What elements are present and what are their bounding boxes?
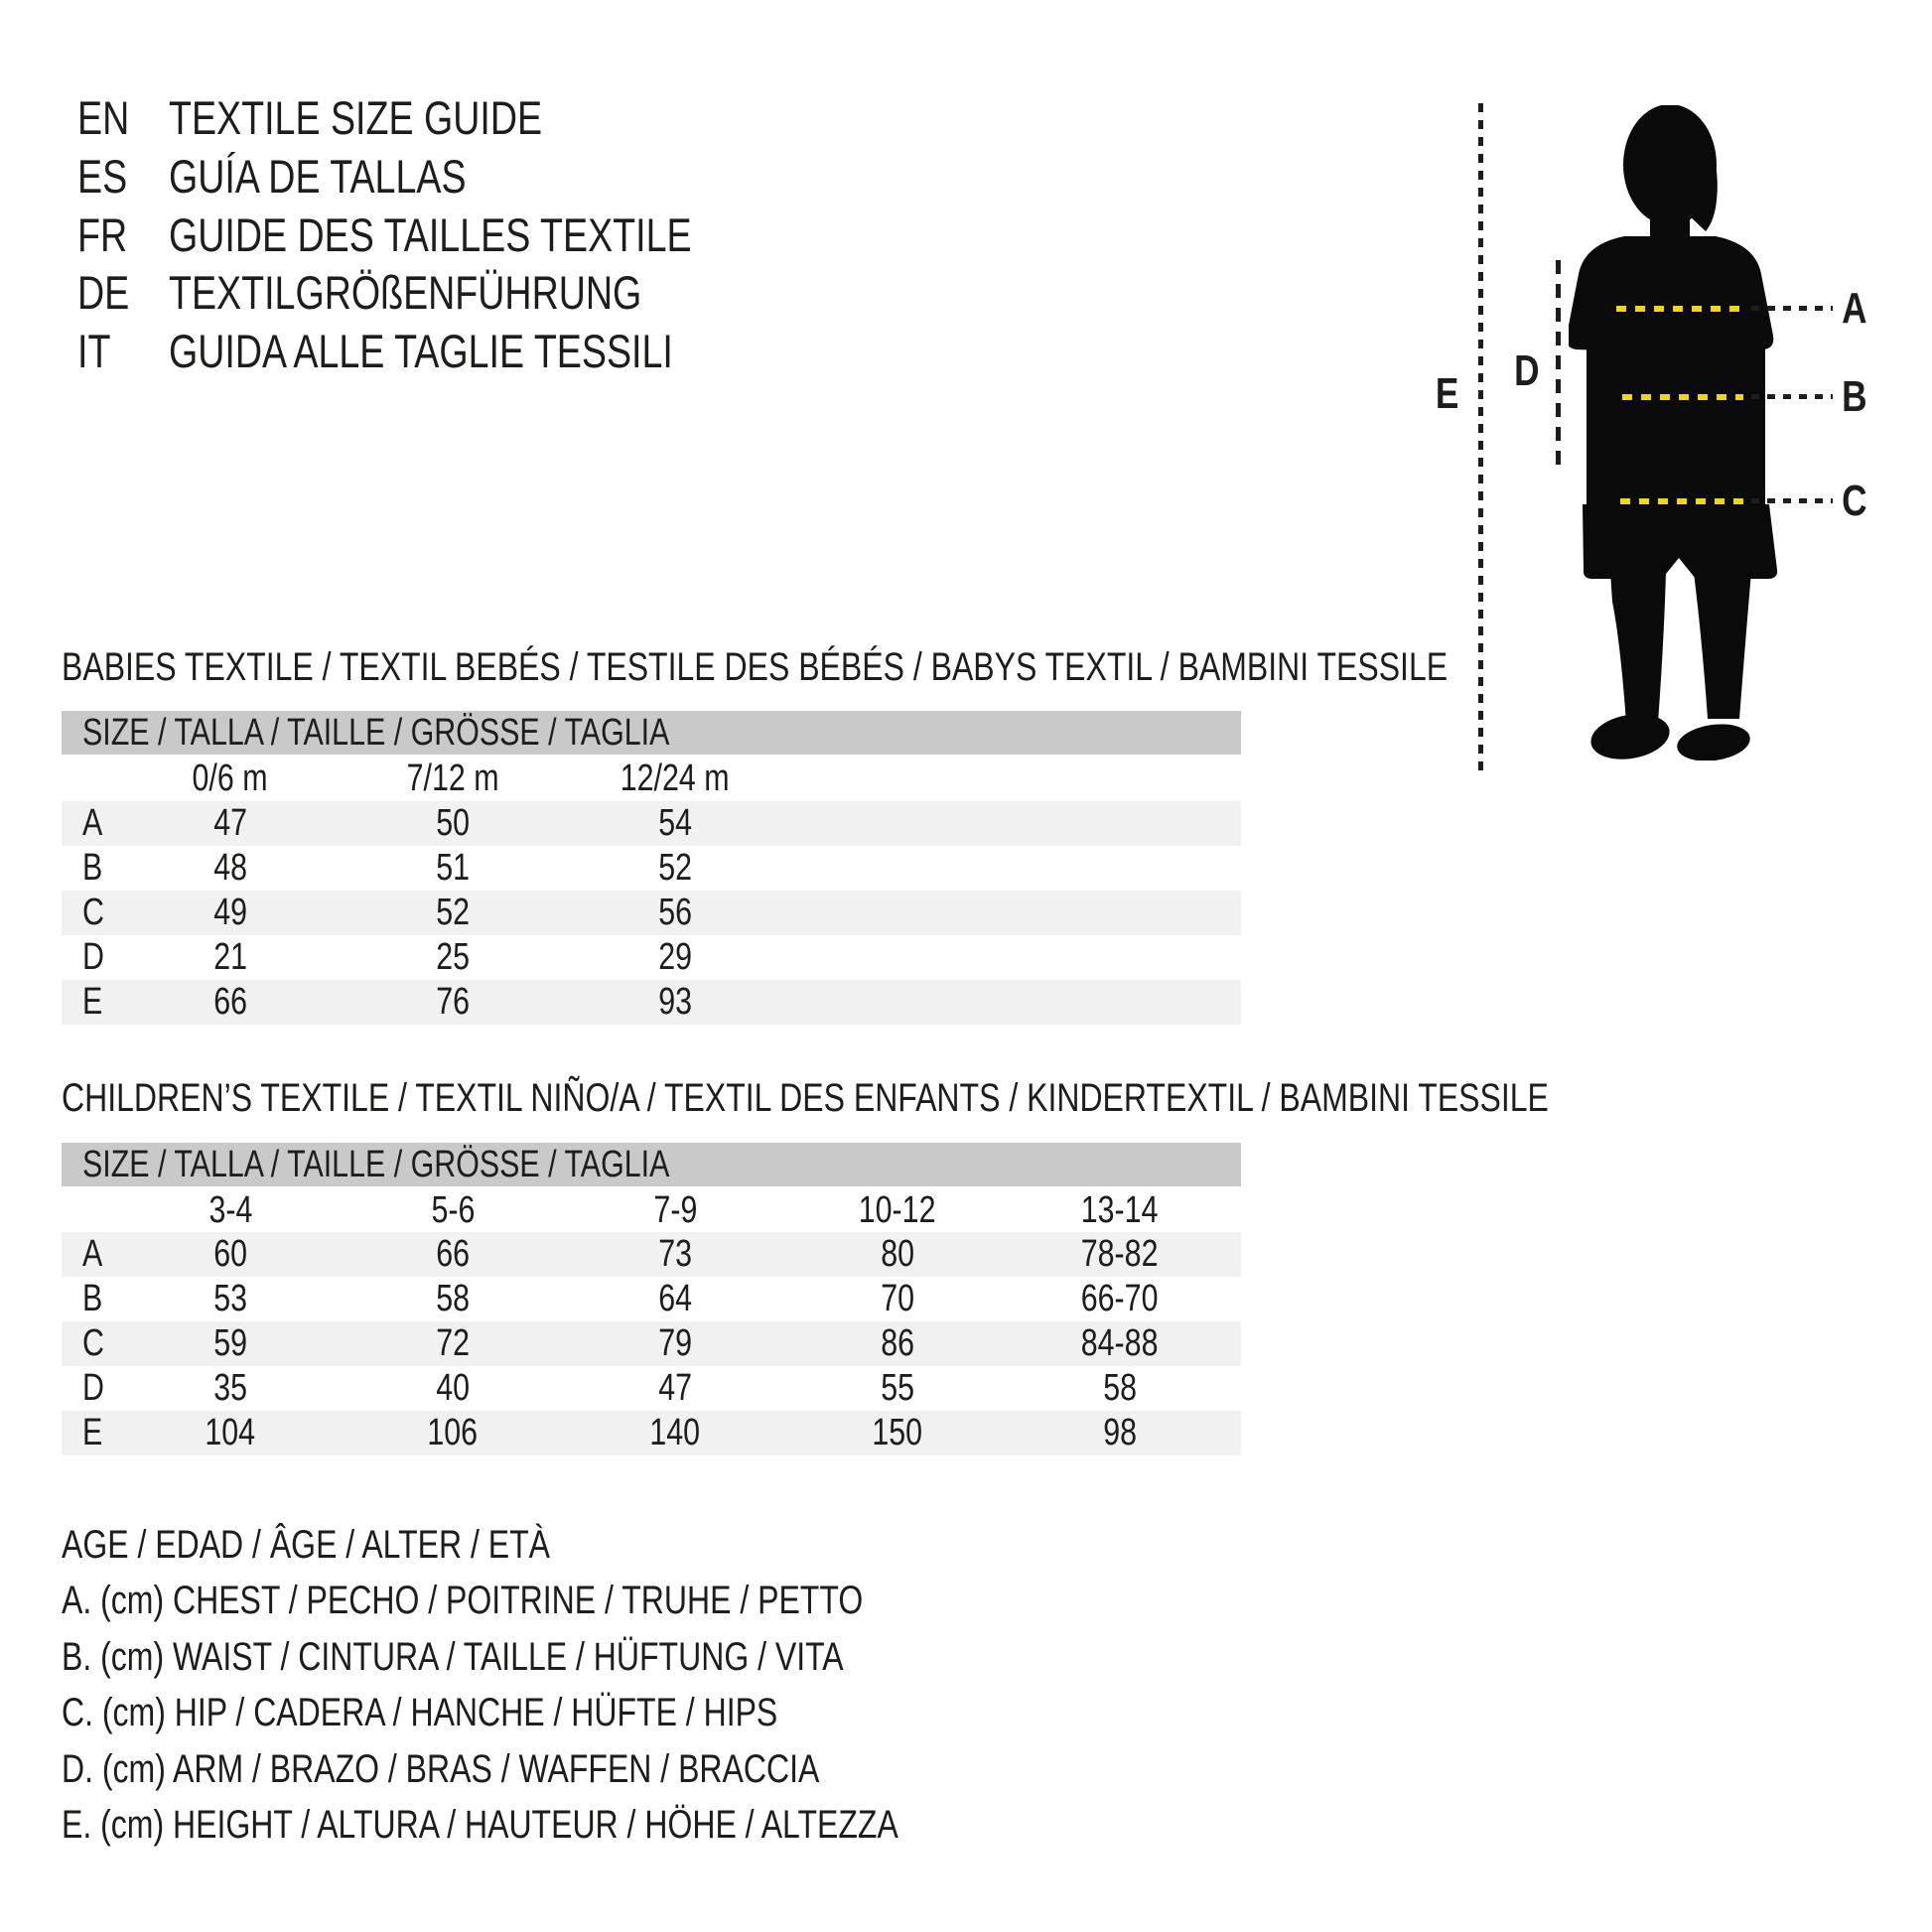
table-cell: 106 [427, 1412, 479, 1453]
row-label: C [82, 1322, 104, 1364]
table-cell: 48 [213, 847, 247, 889]
table-cell: 70 [881, 1278, 914, 1319]
table-cell: 40 [436, 1367, 470, 1409]
table-cell: 29 [658, 936, 692, 978]
figure-label-a: A [1842, 284, 1867, 333]
figure-label-c: C [1842, 477, 1867, 525]
table-cell: 55 [881, 1367, 914, 1409]
silhouette-left-leg [1610, 572, 1666, 723]
hip-leader-line-c [1751, 498, 1833, 503]
waist-leader-line-b [1751, 394, 1833, 399]
column-header: 10-12 [859, 1189, 936, 1231]
table-cell: 47 [213, 802, 247, 844]
row-label: B [82, 847, 103, 889]
legend-line-hip: C. (cm) HIP / CADERA / HANCHE / HÜFTE / HIPS [62, 1691, 778, 1734]
table-cell: 51 [436, 847, 470, 889]
legend-line-waist: B. (cm) WAIST / CINTURA / TAILLE / HÜFTUNG / VITA [62, 1635, 844, 1679]
table-cell: 56 [658, 892, 692, 933]
column-header: 7/12 m [406, 758, 499, 799]
table-cell: 66-70 [1081, 1278, 1159, 1319]
column-header: 12/24 m [621, 758, 730, 799]
table-cell: 104 [205, 1412, 256, 1453]
column-header: 13-14 [1081, 1189, 1159, 1231]
language-code: EN [77, 91, 130, 144]
table-cell: 52 [436, 892, 470, 933]
children-size-header-bar: SIZE / TALLA / TAILLE / GRÖSSE / TAGLIA [62, 1143, 1241, 1186]
table-cell: 64 [658, 1278, 692, 1319]
language-title: GUIDE DES TAILLES TEXTILE [169, 208, 692, 261]
silhouette-torso [1587, 302, 1765, 512]
row-label: B [82, 1278, 103, 1319]
row-label: D [82, 1367, 104, 1409]
column-header: 7-9 [653, 1189, 697, 1231]
waist-measure-line-b [1622, 394, 1743, 400]
child-silhouette-image [1569, 105, 1787, 760]
table-cell: 86 [881, 1322, 914, 1364]
table-cell: 93 [658, 981, 692, 1023]
table-cell: 21 [213, 936, 247, 978]
table-cell: 60 [213, 1233, 247, 1275]
table-cell: 80 [881, 1233, 914, 1275]
table-cell: 52 [658, 847, 692, 889]
babies-section-heading: BABIES TEXTILE / TEXTIL BEBÉS / TESTILE DES BÉBÉS / BABYS TEXTIL / BAMBINI TESSILE [62, 645, 1449, 689]
language-code: FR [77, 208, 128, 261]
language-title: TEXTILGRÖßENFÜHRUNG [169, 266, 642, 319]
column-header: 5-6 [431, 1189, 475, 1231]
table-cell: 73 [658, 1233, 692, 1275]
column-header: 3-4 [208, 1189, 252, 1231]
row-label: E [82, 981, 103, 1023]
row-label: D [82, 936, 104, 978]
legend-line-height: E. (cm) HEIGHT / ALTURA / HAUTEUR / HÖHE / ALTEZZA [62, 1803, 898, 1847]
table-cell: 25 [436, 936, 470, 978]
table-cell: 78-82 [1081, 1233, 1159, 1275]
row-label: E [82, 1412, 103, 1453]
table-cell: 50 [436, 802, 470, 844]
language-code: IT [77, 325, 111, 377]
table-cell: 72 [436, 1322, 470, 1364]
chest-measure-line-a [1616, 306, 1743, 312]
language-code: ES [77, 150, 128, 203]
table-cell: 53 [213, 1278, 247, 1319]
table-cell: 76 [436, 981, 470, 1023]
language-title: GUÍA DE TALLAS [169, 150, 467, 203]
silhouette-shorts [1583, 504, 1777, 579]
row-label: A [82, 1233, 103, 1275]
table-cell: 66 [436, 1233, 470, 1275]
legend-line-arm: D. (cm) ARM / BRAZO / BRAS / WAFFEN / BRACCIA [62, 1747, 820, 1791]
table-cell: 98 [1103, 1412, 1137, 1453]
table-cell: 66 [213, 981, 247, 1023]
babies-size-header-bar: SIZE / TALLA / TAILLE / GRÖSSE / TAGLIA [62, 711, 1241, 755]
table-cell: 49 [213, 892, 247, 933]
silhouette-right-foot [1675, 720, 1752, 760]
language-code: DE [77, 266, 130, 319]
table-cell: 140 [649, 1412, 701, 1453]
hip-measure-line-c [1620, 498, 1743, 504]
figure-label-d: D [1514, 346, 1540, 395]
table-cell: 47 [658, 1367, 692, 1409]
children-section-heading: CHILDREN’S TEXTILE / TEXTIL NIÑO/A / TEXTIL DES ENFANTS / KINDERTEXTIL / BAMBINI TESSILE [62, 1076, 1549, 1120]
table-cell: 58 [436, 1278, 470, 1319]
chest-leader-line-a [1751, 306, 1833, 311]
table-cell: 58 [1103, 1367, 1137, 1409]
table-cell: 35 [213, 1367, 247, 1409]
table-cell: 59 [213, 1322, 247, 1364]
language-title: GUIDA ALLE TAGLIE TESSILI [169, 325, 673, 377]
row-label: A [82, 802, 103, 844]
figure-label-e: E [1436, 369, 1459, 418]
table-cell: 79 [658, 1322, 692, 1364]
table-cell: 150 [872, 1412, 923, 1453]
silhouette-right-leg [1694, 572, 1751, 719]
row-label: C [82, 892, 104, 933]
column-header: 0/6 m [192, 758, 269, 799]
table-cell: 84-88 [1081, 1322, 1159, 1364]
figure-label-b: B [1842, 372, 1867, 421]
table-cell: 54 [658, 802, 692, 844]
legend-line-chest: A. (cm) CHEST / PECHO / POITRINE / TRUHE / PETTO [62, 1579, 864, 1622]
silhouette-left-foot [1587, 708, 1673, 760]
legend-line-age: AGE / EDAD / ÂGE / ALTER / ETÀ [62, 1523, 550, 1567]
language-title: TEXTILE SIZE GUIDE [169, 91, 543, 144]
